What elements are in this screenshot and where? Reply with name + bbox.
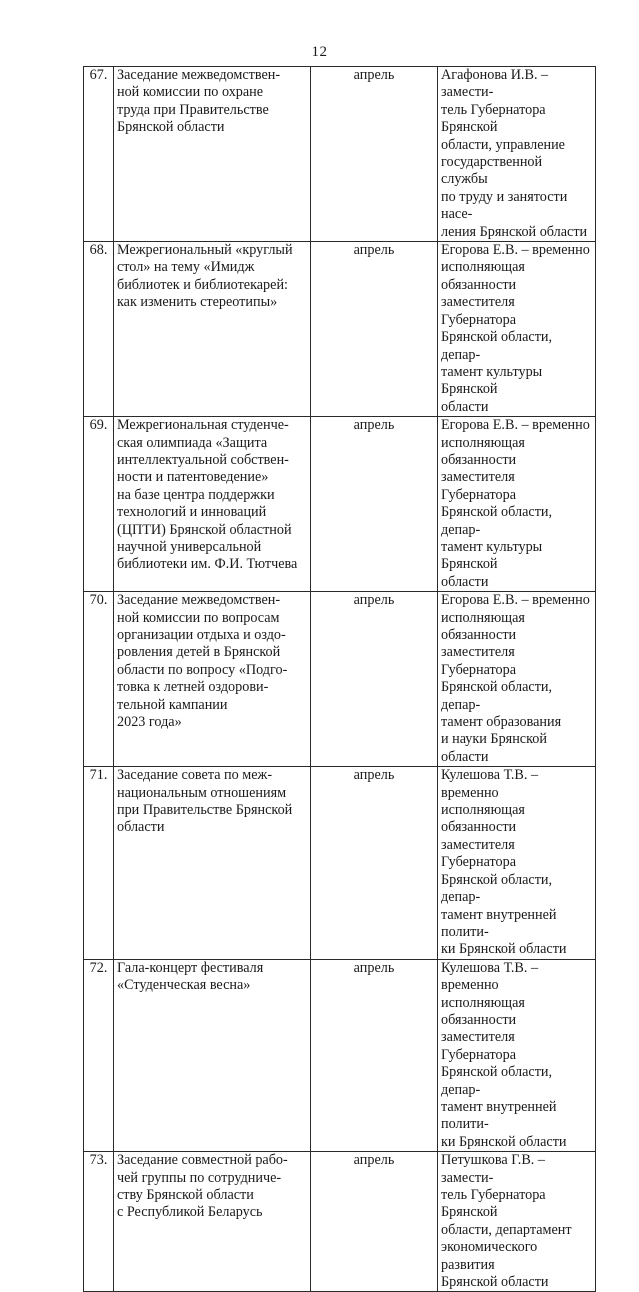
- event-date: апрель: [311, 767, 438, 959]
- responsible-party: Петушкова Г.В. – замести- тель Губернатора Брянской области, департамент экономического развития Брянской области: [438, 1152, 596, 1292]
- event-description: Заседание совместной рабо- чей группы по сотрудниче- ству Брянской области с Республикой Беларусь: [114, 1152, 311, 1292]
- responsible-party: Егорова Е.В. – временно исполняющая обязанности заместителя Губернатора Брянской области, депар- тамент культуры Брянской области: [438, 242, 596, 417]
- table-row: [84, 767, 596, 959]
- row-number: 67.: [84, 67, 114, 242]
- event-date: апрель: [311, 67, 438, 242]
- event-description: Межрегиональная студенче- ская олимпиада «Защита интеллектуальной собствен- ности и патентоведение» на базе центра поддержки технологий и инноваций (ЦПТИ) Брянской областной научной универсальной библиотеки им. Ф.И. Тютчева: [114, 417, 311, 592]
- responsible-party: Егорова Е.В. – временно исполняющая обязанности заместителя Губернатора Брянской области, депар- тамент культуры Брянской области: [438, 417, 596, 592]
- table-row: [84, 242, 596, 417]
- row-number: 73.: [84, 1152, 114, 1292]
- event-date: апрель: [311, 592, 438, 767]
- events-table: [83, 66, 596, 1292]
- row-number: 72.: [84, 959, 114, 1151]
- responsible-party: Агафонова И.В. – замести- тель Губернатора Брянской области, управление государственной службы по труду и занятости насе- ления Брянской области: [438, 67, 596, 242]
- event-date: апрель: [311, 417, 438, 592]
- event-description: Гала-концерт фестиваля «Студенческая весна»: [114, 959, 311, 1151]
- responsible-party: Егорова Е.В. – временно исполняющая обязанности заместителя Губернатора Брянской области, депар- тамент образования и науки Брянской области: [438, 592, 596, 767]
- event-date: апрель: [311, 959, 438, 1151]
- row-number: 71.: [84, 767, 114, 959]
- event-date: апрель: [311, 1152, 438, 1292]
- event-description: Заседание межведомствен- ной комиссии по вопросам организации отдыха и оздо- ровления детей в Брянской области по вопросу «Подго- товка к летней оздорови- тельной кампании 2023 года»: [114, 592, 311, 767]
- row-number: 70.: [84, 592, 114, 767]
- table-row: [84, 67, 596, 242]
- row-number: 68.: [84, 242, 114, 417]
- event-description: Заседание межведомствен- ной комиссии по охране труда при Правительстве Брянской области: [114, 67, 311, 242]
- page-number: 12: [311, 44, 328, 60]
- responsible-party: Кулешова Т.В. – временно исполняющая обязанности заместителя Губернатора Брянской области, депар- тамент внутренней полити- ки Брянской области: [438, 767, 596, 959]
- event-date: апрель: [311, 242, 438, 417]
- event-description: Заседание совета по меж- национальным отношениям при Правительстве Брянской области: [114, 767, 311, 959]
- responsible-party: Кулешова Т.В. – временно исполняющая обязанности заместителя Губернатора Брянской области, депар- тамент внутренней полити- ки Брянской области: [438, 959, 596, 1151]
- event-description: Межрегиональный «круглый стол» на тему «Имидж библиотек и библиотекарей: как изменить стереотипы»: [114, 242, 311, 417]
- row-number: 69.: [84, 417, 114, 592]
- table-row: [84, 417, 596, 592]
- table-row: [84, 959, 596, 1151]
- table-row: [84, 592, 596, 767]
- table-row: [84, 1152, 596, 1292]
